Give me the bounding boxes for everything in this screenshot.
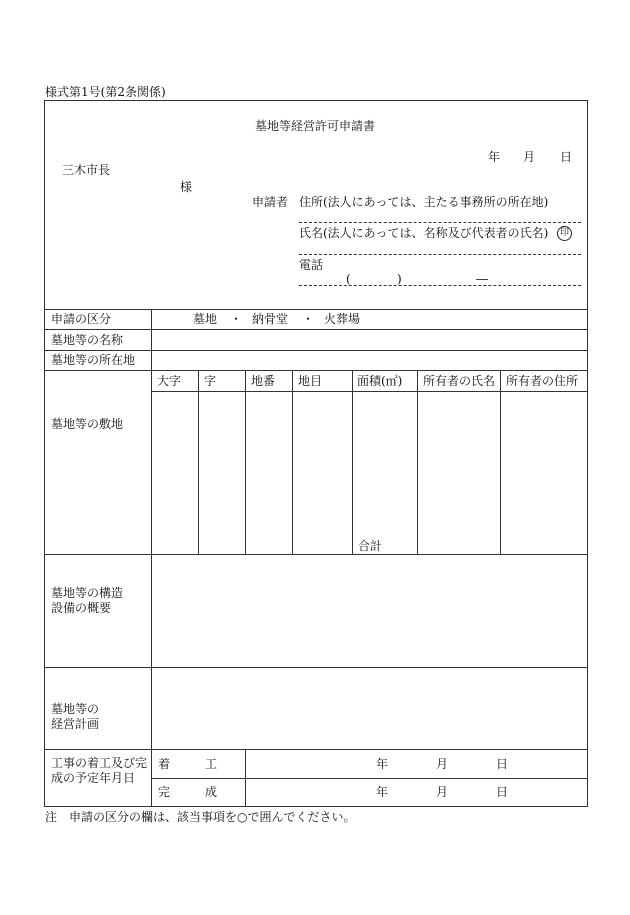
- phone-underline: [299, 285, 581, 286]
- site-col-land-category: 地目: [298, 374, 323, 388]
- date-year-label: 年: [488, 150, 501, 164]
- site-col-oaza: 大字: [157, 374, 182, 388]
- applicant-label: 申請者: [252, 195, 289, 209]
- category-option-ossuary[interactable]: 納骨堂: [252, 312, 289, 326]
- facility-location-label: 墓地等の所在地: [51, 353, 136, 367]
- start-label-char2: 工: [205, 757, 218, 771]
- site-label: 墓地等の敷地: [51, 417, 124, 431]
- finish-label-char1: 完: [158, 785, 171, 799]
- phone-close-paren: ): [397, 272, 402, 286]
- structure-label-line2: 設備の概要: [51, 601, 112, 615]
- facility-location-field[interactable]: [153, 352, 586, 369]
- form-title: 墓地等経営許可申請書: [255, 119, 376, 133]
- start-year-label: 年: [376, 757, 389, 771]
- schedule-label-line1: 工事の着工及び完: [51, 756, 148, 770]
- date-day-label: 日: [560, 150, 573, 164]
- name-field[interactable]: [299, 240, 581, 254]
- site-col-owner-name: 所有者の氏名: [423, 374, 496, 388]
- finish-day-label: 日: [496, 785, 509, 799]
- phone-field[interactable]: [299, 272, 581, 286]
- structure-label-line1: 墓地等の構造: [51, 586, 124, 600]
- name-underline: [299, 254, 581, 255]
- category-label: 申請の区分: [51, 312, 112, 326]
- start-month-label: 月: [436, 757, 449, 771]
- management-plan-field[interactable]: [153, 669, 586, 747]
- start-date-field[interactable]: [247, 751, 586, 777]
- phone-dash: ―: [476, 272, 488, 286]
- facility-name-field[interactable]: [153, 331, 586, 349]
- facility-name-label: 墓地等の名称: [51, 333, 124, 347]
- category-separator: ・: [230, 312, 243, 326]
- site-col-area: 面積(㎡): [357, 374, 403, 388]
- start-label-char1: 着: [158, 757, 171, 771]
- finish-year-label: 年: [376, 785, 389, 799]
- category-separator: ・: [302, 312, 315, 326]
- category-option-crematorium[interactable]: 火葬場: [324, 312, 361, 326]
- addressee: 三木市長: [62, 163, 111, 177]
- form-number: 様式第1号(第2条関係): [45, 85, 166, 99]
- plan-label-line2: 経営計画: [51, 717, 100, 731]
- application-date-field[interactable]: [470, 146, 573, 166]
- address-underline: [299, 222, 581, 223]
- address-label: 住所(法人にあっては、主たる事務所の所在地): [299, 195, 549, 209]
- seal-mark: 印: [557, 226, 572, 241]
- finish-date-field[interactable]: [247, 780, 586, 806]
- honorific: 様: [180, 180, 193, 194]
- site-col-lot-number: 地番: [251, 374, 276, 388]
- phone-open-paren: (: [346, 272, 351, 286]
- schedule-label-line2: 成の予定年月日: [51, 771, 136, 785]
- date-month-label: 月: [523, 150, 536, 164]
- structure-field[interactable]: [153, 556, 586, 665]
- site-area-total-label: 合計: [358, 539, 383, 553]
- site-col-aza: 字: [204, 374, 217, 388]
- finish-month-label: 月: [436, 785, 449, 799]
- category-option-cemetery[interactable]: 墓地: [193, 312, 218, 326]
- plan-label-line1: 墓地等の: [51, 702, 100, 716]
- phone-label: 電話: [299, 258, 324, 272]
- site-col-owner-address: 所有者の住所: [506, 374, 579, 388]
- finish-label-char2: 成: [205, 785, 218, 799]
- site-details-field[interactable]: [153, 393, 586, 552]
- address-field[interactable]: [299, 208, 581, 222]
- name-label: 氏名(法人にあっては、名称及び代表者の氏名): [299, 226, 549, 240]
- start-day-label: 日: [496, 757, 509, 771]
- footnote: 注 申請の区分の欄は、該当事項を○で囲んでください。: [45, 810, 356, 824]
